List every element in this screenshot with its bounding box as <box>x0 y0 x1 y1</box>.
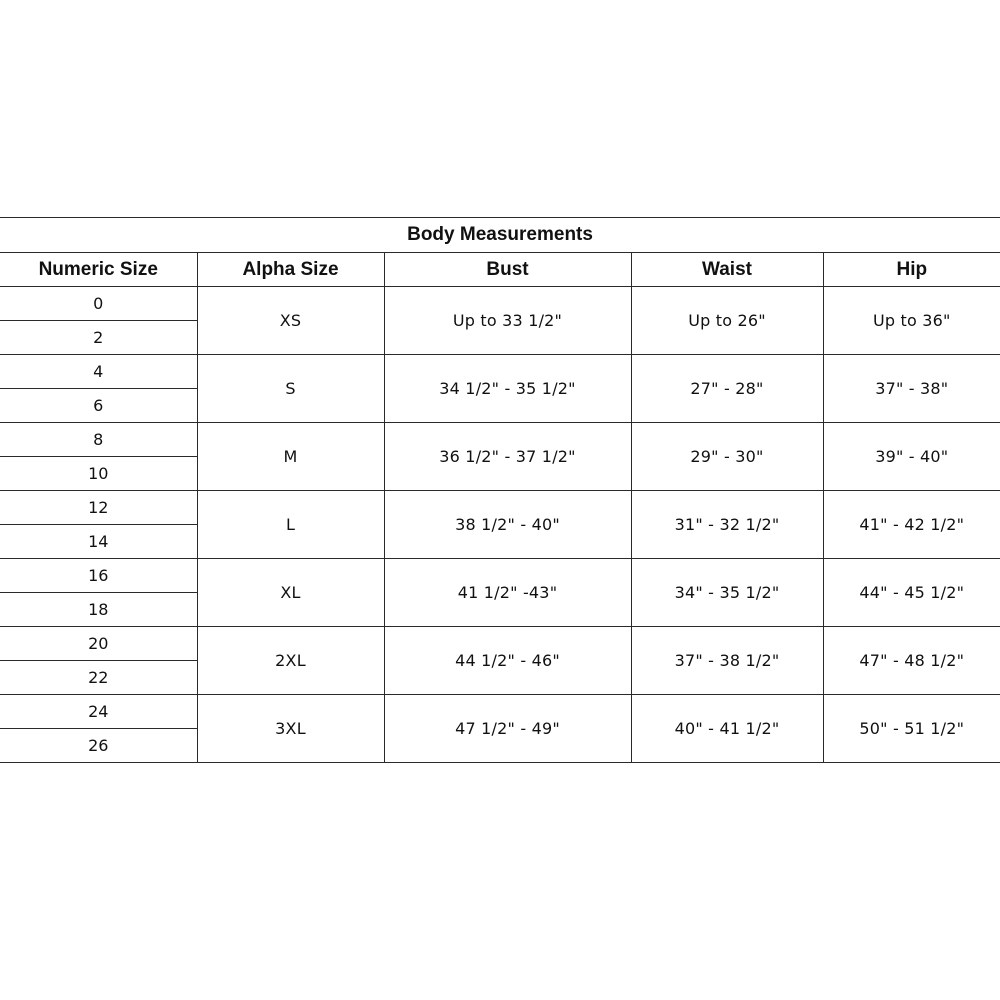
hip-cell: 50" - 51 1/2" <box>823 695 1000 763</box>
hip-cell: 41" - 42 1/2" <box>823 491 1000 559</box>
header-waist: Waist <box>631 253 823 287</box>
hip-cell: 47" - 48 1/2" <box>823 627 1000 695</box>
waist-cell: 27" - 28" <box>631 355 823 423</box>
header-alpha-size: Alpha Size <box>197 253 384 287</box>
table-row <box>0 287 1000 321</box>
alpha-size-cell: XS <box>197 287 384 355</box>
waist-cell: 29" - 30" <box>631 423 823 491</box>
alpha-size-cell: S <box>197 355 384 423</box>
numeric-size-cell: 10 <box>0 457 197 491</box>
waist-cell: 34" - 35 1/2" <box>631 559 823 627</box>
table-title: Body Measurements <box>0 218 1000 253</box>
bust-cell: 34 1/2" - 35 1/2" <box>384 355 631 423</box>
table-row <box>0 627 1000 661</box>
hip-cell: 39" - 40" <box>823 423 1000 491</box>
waist-cell: Up to 26" <box>631 287 823 355</box>
numeric-size-cell: 16 <box>0 559 197 593</box>
waist-cell: 40" - 41 1/2" <box>631 695 823 763</box>
bust-cell: Up to 33 1/2" <box>384 287 631 355</box>
table-row <box>0 695 1000 729</box>
alpha-size-cell: 3XL <box>197 695 384 763</box>
hip-cell: 44" - 45 1/2" <box>823 559 1000 627</box>
numeric-size-cell: 0 <box>0 287 197 321</box>
bust-cell: 47 1/2" - 49" <box>384 695 631 763</box>
numeric-size-cell: 20 <box>0 627 197 661</box>
numeric-size-cell: 14 <box>0 525 197 559</box>
body-measurements-table <box>0 217 1000 763</box>
alpha-size-cell: L <box>197 491 384 559</box>
header-bust: Bust <box>384 253 631 287</box>
hip-cell: 37" - 38" <box>823 355 1000 423</box>
table-row <box>0 423 1000 457</box>
header-hip: Hip <box>823 253 1000 287</box>
header-numeric-size: Numeric Size <box>0 253 197 287</box>
bust-cell: 38 1/2" - 40" <box>384 491 631 559</box>
table-row <box>0 559 1000 593</box>
header-row <box>0 253 1000 287</box>
numeric-size-cell: 26 <box>0 729 197 763</box>
numeric-size-cell: 22 <box>0 661 197 695</box>
numeric-size-cell: 6 <box>0 389 197 423</box>
numeric-size-cell: 12 <box>0 491 197 525</box>
waist-cell: 37" - 38 1/2" <box>631 627 823 695</box>
size-chart <box>0 217 1000 763</box>
alpha-size-cell: 2XL <box>197 627 384 695</box>
numeric-size-cell: 2 <box>0 321 197 355</box>
alpha-size-cell: XL <box>197 559 384 627</box>
bust-cell: 44 1/2" - 46" <box>384 627 631 695</box>
numeric-size-cell: 4 <box>0 355 197 389</box>
numeric-size-cell: 18 <box>0 593 197 627</box>
bust-cell: 36 1/2" - 37 1/2" <box>384 423 631 491</box>
waist-cell: 31" - 32 1/2" <box>631 491 823 559</box>
alpha-size-cell: M <box>197 423 384 491</box>
numeric-size-cell: 8 <box>0 423 197 457</box>
hip-cell: Up to 36" <box>823 287 1000 355</box>
table-row <box>0 355 1000 389</box>
table-row <box>0 491 1000 525</box>
numeric-size-cell: 24 <box>0 695 197 729</box>
bust-cell: 41 1/2" -43" <box>384 559 631 627</box>
